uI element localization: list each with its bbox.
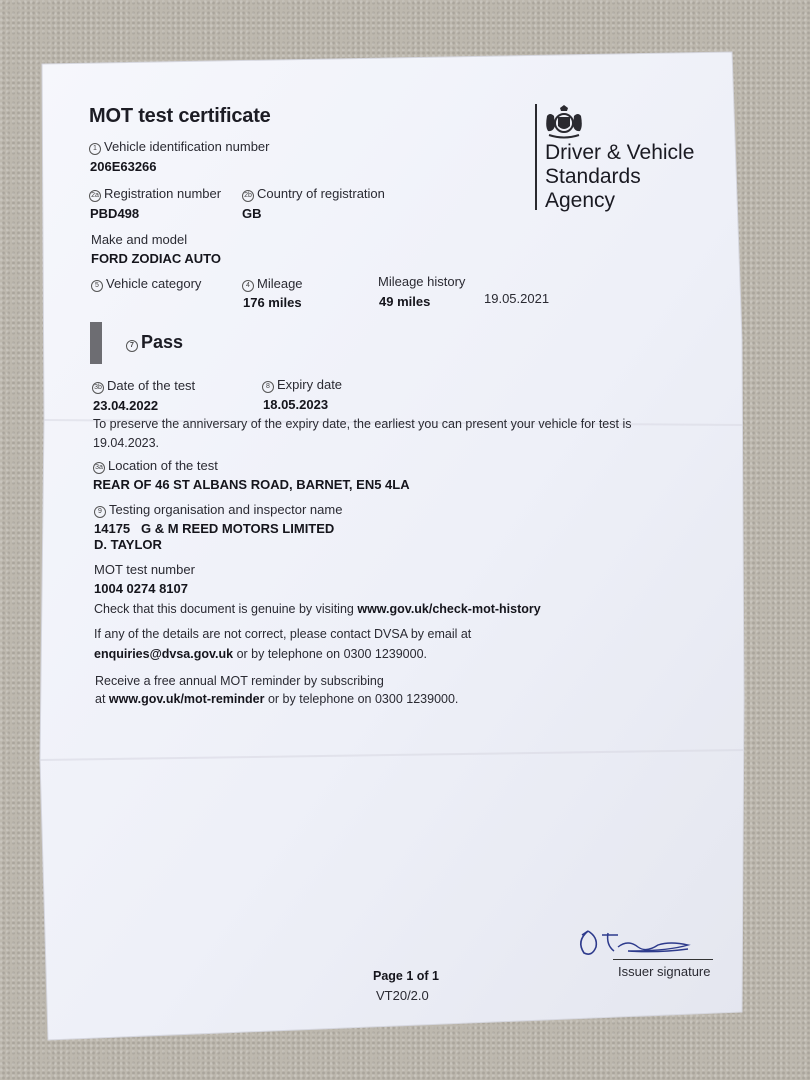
signature-line <box>613 959 713 960</box>
check-mot-history-link[interactable]: www.gov.uk/check-mot-history <box>357 602 541 616</box>
field-number: 9 <box>94 506 106 518</box>
organisation-value: 14175 G & M REED MOTORS LIMITED <box>94 521 335 536</box>
mileage-history-date: 19.05.2021 <box>484 291 550 306</box>
contact-text: If any of the details are not correct, please contact DVSA by email at <box>94 627 472 641</box>
royal-coat-of-arms-icon <box>543 104 585 140</box>
test-date-label: 3b Date of the test <box>92 378 195 394</box>
mileage-label: 4 Mileage <box>242 276 303 292</box>
vin-label: 1 Vehicle identification number <box>89 139 270 155</box>
agency-name-line2: Standards <box>545 165 641 188</box>
field-number: 2b <box>242 190 254 202</box>
reminder-details: at www.gov.uk/mot-reminder or by telephone on 0300 1239000. <box>95 692 459 706</box>
vin-value: 206E63266 <box>90 159 157 174</box>
test-date-value: 23.04.2022 <box>93 398 159 413</box>
field-number: 3a <box>93 462 105 474</box>
reminder-text: Receive a free annual MOT reminder by subscribing <box>95 674 384 688</box>
result-bar <box>90 322 102 364</box>
issuer-signature-label: Issuer signature <box>618 964 711 979</box>
field-number: 1 <box>89 143 101 155</box>
agency-name-line3: Agency <box>545 189 616 212</box>
registration-label: 2a Registration number <box>89 186 221 202</box>
category-label: 5 Vehicle category <box>91 276 201 292</box>
page-title: MOT test certificate <box>89 105 271 127</box>
anniversary-note: To preserve the anniversary of the expiry date, the earliest you can present your vehicle for test is <box>93 417 632 431</box>
field-number: 7 <box>126 340 138 352</box>
result-pass: 7 Pass <box>126 332 183 353</box>
expiry-label: 8 Expiry date <box>262 377 342 393</box>
mot-reminder-link[interactable]: www.gov.uk/mot-reminder <box>108 692 265 706</box>
country-label: 2b Country of registration <box>242 186 385 202</box>
contact-details: enquiries@dvsa.gov.uk or by telephone on 0300 1239000. <box>94 647 428 661</box>
country-value: GB <box>242 206 262 221</box>
form-code: VT20/2.0 <box>376 988 429 1003</box>
expiry-value: 18.05.2023 <box>263 397 329 412</box>
mileage-history-value: 49 miles <box>379 294 431 309</box>
field-number: 2a <box>89 190 101 202</box>
make-model-value: FORD ZODIAC AUTO <box>91 251 221 266</box>
page-number: Page 1 of 1 <box>373 969 439 983</box>
mileage-history-label: Mileage history <box>378 274 466 289</box>
organisation-label: 9 Testing organisation and inspector name <box>94 502 342 518</box>
make-model-label: Make and model <box>91 232 188 247</box>
inspector-name: D. TAYLOR <box>94 537 162 552</box>
mileage-value: 176 miles <box>243 295 302 310</box>
field-number: 8 <box>262 381 274 393</box>
location-label: 3a Location of the test <box>93 458 218 474</box>
dvsa-email-link[interactable]: enquiries@dvsa.gov.uk <box>94 647 234 661</box>
field-number: 3b <box>92 382 104 394</box>
field-number: 4 <box>242 280 254 292</box>
field-number: 5 <box>91 280 103 292</box>
test-number-value: 1004 0274 8107 <box>94 581 188 596</box>
genuine-check-text: Check that this document is genuine by visiting www.gov.uk/check-mot-history <box>94 602 541 616</box>
registration-value: PBD498 <box>90 206 140 221</box>
location-value: REAR OF 46 ST ALBANS ROAD, BARNET, EN5 4LA <box>93 477 410 492</box>
agency-name-line1: Driver & Vehicle <box>545 141 695 164</box>
anniversary-date: 19.04.2023. <box>93 436 160 450</box>
test-number-label: MOT test number <box>94 562 195 577</box>
agency-divider <box>535 104 537 210</box>
